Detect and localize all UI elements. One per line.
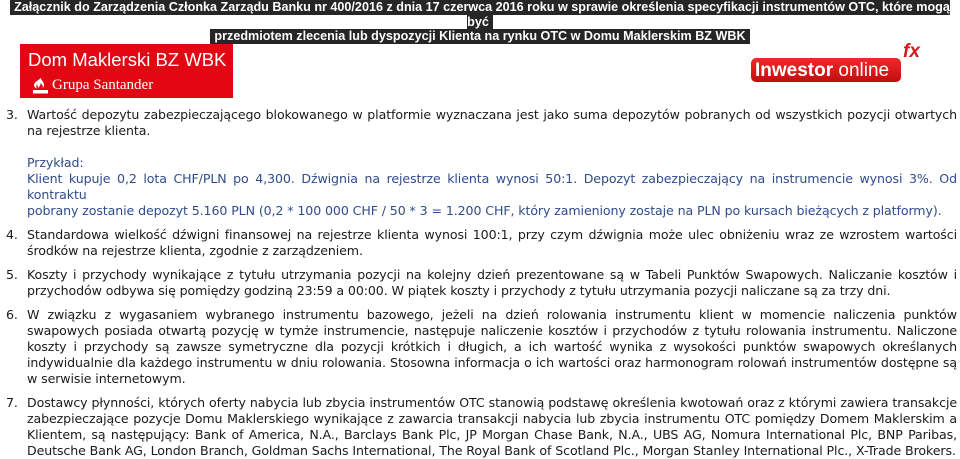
list-item-7 — [0, 395, 960, 459]
example-block — [27, 155, 957, 219]
item-number: 4. — [6, 227, 18, 242]
item-text: Dostawcy płynności, których oferty nabycia lub zbycia instrumentów OTC stanowią podstawę określenia kwotowań oraz z którymi zawiera transakcje zabezpieczające pozycje Domu Maklerskiego wynikające z zawarcia transakcji nabycia lub zbycia instrumentu OTC pomiędzy Domem Maklerskim a Klientem, są następujący: Bank of America, N.A., Barclays Bank Plc, JP Morgan Chase Bank, N.A., UBS AG, Nomura International Plc, BNP Paribas, Deutsche Bank AG, London Branch, Goldman Sachs International, The Royal Bank of Scotland Plc., Morgan Stanley International Plc., X-Trade Brokers. — [27, 395, 957, 458]
item-text: Wartość depozytu zabezpieczającego blokowanego w platformie wyznaczana jest jako suma depozytów pobranych od wszystkich pozycji otwartych na rejestrze klienta. — [27, 107, 957, 138]
example-line-1: Klient kupuje 0,2 lota CHF/PLN po 4,300. Dźwignia na rejestrze klienta wynosi 50:1. Depozyt zabezpieczający na instrumencie wynosi 3%. Od kontraktu — [27, 171, 957, 202]
header-line-1: Załącznik do Zarządzenia Członka Zarządu Banku nr 400/2016 z dnia 17 czerwca 2016 roku w sprawie określenia specyfikacji instrumentów OTC, które mogą być — [10, 0, 950, 30]
item-text: Koszty i przychody wynikające z tytułu utrzymania pozycji na kolejny dzień prezentowane są w Tabeli Punktów Swapowych. Naliczanie kosztów i przychodów odbywa się pomiędzy godziną 23:59 a 00:00. W piątek koszty i przychody z tytułu utrzymania pozycji naliczane są za trzy dni. — [27, 267, 957, 298]
list-item-6 — [0, 307, 960, 387]
list-item-4 — [0, 227, 960, 259]
document-body — [0, 107, 960, 459]
item-number: 3. — [6, 107, 18, 122]
list-item-3 — [0, 107, 960, 219]
example-line-2 — [27, 203, 957, 219]
item-number: 7. — [6, 395, 18, 410]
example-line-2-start: pobrany zostanie depozyt 5.160 PLN (0,2 * 100 000 CHF / 50 * 3 = — [27, 203, 446, 218]
dm-bzwbk-logo — [20, 44, 233, 98]
santander-flame-icon — [33, 78, 48, 94]
item-text: W związku z wygasaniem wybranego instrumentu bazowego, jeżeli na dzień rolowania instrumentu klient w momencie naliczenia punktów swapowych posiada otwartą pozycję w tymże instrumencie, następuje naliczenie kosztów i przychodów z tytułu rolowania instrumentu. Naliczone koszty i przychody są zawsze symetryczne dla pozycji krótkich i długich, a ich wartość wynika z wysokości punktów swapowych określanych indywidualnie dla każdego instrumentu w dniu rolowania. Stosowna informacja o ich wartości oraz harmonogram rolowań instrumentów dostępne są w serwisie internetowym. — [27, 307, 957, 386]
document-header — [0, 0, 960, 44]
example-label: Przykład: — [27, 155, 84, 170]
logo-fx: fx — [903, 41, 920, 62]
logo-word-online: online — [838, 60, 890, 81]
inwestor-online-logo — [751, 43, 921, 85]
logo-subtitle: Grupa Santander — [52, 77, 154, 93]
item-number: 6. — [6, 307, 18, 322]
item-text: Standardowa wielkość dźwigni finansowej na rejestrze klienta wynosi 100:1, przy czym dźwignia może ulec obniżeniu wraz ze wzrostem wartości środków na rejestrze klienta, zgodnie z zarządzeniem. — [27, 227, 957, 258]
logo-word-inwestor: Inwestor — [755, 60, 834, 81]
list-item-5 — [0, 267, 960, 299]
header-line-2: przedmiotem zlecenia lub dyspozycji Klienta na rynku OTC w Domu Maklerskim BZ WBK — [210, 29, 749, 44]
example-line-2-end: 1.200 CHF, który zamieniony zostaje na PLN po kursach bieżących z platformy). — [445, 203, 942, 218]
logo-wordmark — [755, 60, 889, 82]
logo-name: Dom Maklerski BZ WBK — [28, 49, 227, 70]
item-number: 5. — [6, 267, 18, 282]
